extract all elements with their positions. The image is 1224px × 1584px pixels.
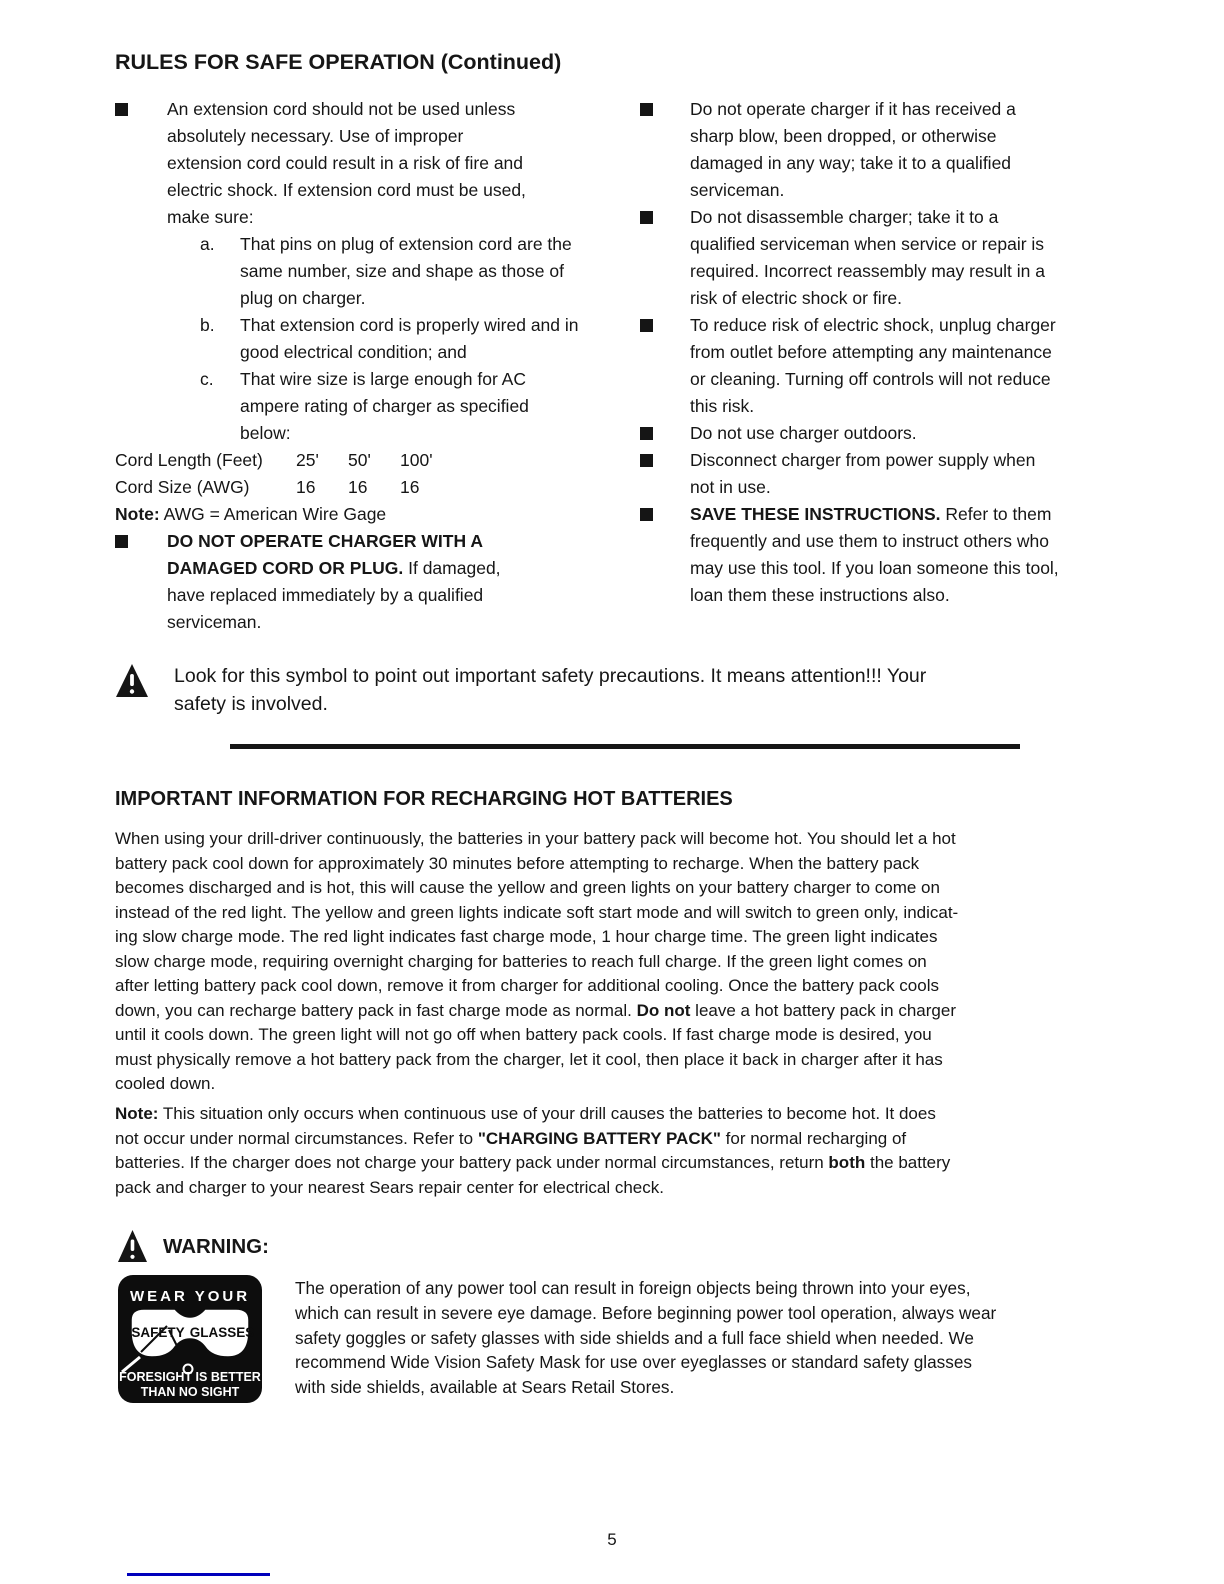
sub-item-a	[200, 231, 605, 312]
rule-bullet-extension-cord	[115, 96, 605, 231]
text-line: Disconnect charger from power supply when	[690, 450, 1036, 470]
bullet-square-icon	[640, 211, 653, 224]
text-line: safety goggles or safety glasses with side shields and a full face shield when needed. We	[295, 1327, 974, 1348]
sub-item-text	[240, 231, 572, 312]
text-line: battery pack cool down for approximately 30 minutes before attempting to recharge. When the battery pack	[115, 853, 920, 873]
text-line: extension cord could result in a risk of fire and	[167, 153, 524, 173]
text-line: required. Incorrect reassembly may result in a	[690, 261, 1045, 281]
text-line: The operation of any power tool can result in foreign objects being thrown into your eyes,	[295, 1278, 971, 1298]
text-line: from outlet before attempting any maintenance	[690, 342, 1052, 362]
text-line: Note: AWG = American Wire Gage	[115, 504, 387, 524]
text-line: make sure:	[167, 207, 254, 227]
badge-top-text: WEAR YOUR	[129, 1288, 251, 1305]
sub-item-text	[240, 366, 529, 447]
sub-item-label: c.	[200, 369, 214, 389]
rule-bullet-outdoors	[640, 420, 1140, 447]
text-line: this risk.	[690, 396, 755, 416]
text-line: must physically remove a hot battery pack from the charger, let it cool, then place it back in charger after it has	[115, 1049, 943, 1069]
page-title: RULES FOR SAFE OPERATION (Continued)	[115, 50, 562, 74]
attention-triangle-icon	[115, 662, 149, 699]
text-line: sharp blow, been dropped, or otherwise	[690, 126, 997, 146]
text-line: That extension cord is properly wired and in	[240, 315, 579, 335]
warning-triangle-icon	[117, 1229, 148, 1264]
text-line: pack and charger to your nearest Sears repair center for electrical check.	[115, 1177, 664, 1197]
cord-length-row	[115, 447, 605, 474]
badge-bottom-text-1: FORESIGHT IS BETTER	[119, 1370, 261, 1384]
bullet-square-icon	[640, 427, 653, 440]
bullet-text	[167, 96, 605, 231]
text-line: To reduce risk of electric shock, unplug charger	[690, 315, 1056, 335]
badge-lens-left-text: SAFETY	[131, 1325, 185, 1340]
text-line: slow charge mode, requiring overnight charging for batteries to reach full charge. If the green light comes on	[115, 951, 927, 971]
rule-bullet-disassemble	[640, 204, 1140, 312]
text-line: after letting battery pack cool down, remove it from charger for additional cooling. Once the battery pack cools	[115, 976, 939, 995]
text-line: with side shields, available at Sears Retail Stores.	[295, 1377, 675, 1398]
sub-item-label: b.	[200, 315, 215, 335]
hot-batteries-paragraph	[115, 827, 958, 1097]
text-line: may use this tool. If you loan someone this tool,	[690, 558, 1059, 578]
sub-item-c	[200, 366, 605, 447]
hot-batteries-note	[115, 1102, 950, 1200]
cord-row-label: Cord Size (AWG)	[115, 477, 250, 497]
bullet-square-icon	[640, 508, 653, 521]
text-line: DO NOT OPERATE CHARGER WITH A	[167, 531, 483, 551]
bullet-square-icon	[115, 103, 128, 116]
warning-paragraph	[295, 1276, 996, 1400]
bullet-square-icon	[640, 454, 653, 467]
badge-lens-right-text: GLASSES	[189, 1325, 255, 1340]
text-line: which can result in severe eye damage. Before beginning power tool operation, always wear	[295, 1302, 997, 1323]
cord-value: 25'	[296, 450, 319, 470]
text-line: not occur under normal circumstances. Refer to "CHARGING BATTERY PACK" for normal recharging of	[115, 1128, 907, 1148]
safety-glasses-badge-icon	[117, 1274, 263, 1404]
rule-bullet-disconnect	[640, 447, 1140, 501]
text-line: damaged in any way; take it to a qualified	[690, 153, 1012, 173]
footer-accent-line	[127, 1573, 270, 1576]
text-line: Do not operate charger if it has received a	[690, 99, 1016, 119]
sub-item-label: a.	[200, 234, 215, 254]
text-line: not in use.	[690, 477, 771, 497]
text-line: When using your drill-driver continuously, the batteries in your battery pack will become hot. You should let a hot	[115, 829, 956, 848]
bullet-square-icon	[115, 535, 128, 548]
text-line: electric shock. If extension cord must be used,	[167, 180, 526, 200]
sub-item-b	[200, 312, 605, 366]
warning-label: WARNING:	[163, 1234, 269, 1258]
text-line: batteries. If the charger does not charge your battery pack under normal circumstances, return both the battery	[115, 1153, 951, 1172]
text-line: have replaced immediately by a qualified	[167, 585, 484, 605]
text-line: plug on charger.	[240, 288, 366, 308]
rule-bullet-save-instructions	[640, 501, 1140, 609]
attention-callout	[115, 662, 926, 718]
text-line: same number, size and shape as those of	[240, 261, 564, 281]
page-number: 5	[607, 1530, 617, 1549]
left-column	[115, 96, 605, 636]
cord-size-row	[115, 474, 605, 501]
bullet-text	[690, 420, 1140, 447]
text-line: That wire size is large enough for AC	[240, 369, 526, 389]
bullet-text	[690, 447, 1140, 501]
text-line: down, you can recharge battery pack in fast charge mode as normal. Do not leave a hot battery pack in charger	[115, 1000, 956, 1020]
rule-bullet-damaged-cord	[115, 528, 605, 636]
section-heading: IMPORTANT INFORMATION FOR RECHARGING HOT BATTERIES	[115, 788, 733, 810]
text-line: That pins on plug of extension cord are the	[240, 234, 572, 254]
rule-bullet-sharp-blow	[640, 96, 1140, 204]
text-line: serviceman.	[167, 612, 262, 632]
attention-text	[174, 662, 926, 718]
text-line: or cleaning. Turning off controls will not reduce	[690, 369, 1051, 389]
text-line: cooled down.	[115, 1074, 216, 1093]
text-line: good electrical condition; and	[240, 342, 467, 362]
text-line: Note: This situation only occurs when continuous use of your drill causes the batteries to become hot. It does	[115, 1104, 936, 1123]
text-line: frequently and use them to instruct others who	[690, 531, 1049, 551]
section-divider	[230, 744, 1020, 749]
text-line: instead of the red light. The yellow and green lights indicate soft start mode and will switch to green only, indicat-	[115, 902, 959, 922]
text-line: loan them these instructions also.	[690, 585, 950, 605]
text-line: serviceman.	[690, 180, 785, 200]
text-line: risk of electric shock or fire.	[690, 288, 902, 308]
bullet-text	[690, 501, 1140, 609]
rule-bullet-unplug	[640, 312, 1140, 420]
text-line: recommend Wide Vision Safety Mask for use over eyeglasses or standard safety glasses	[295, 1352, 972, 1373]
cord-value: 16	[296, 477, 316, 497]
cord-value: 100'	[400, 450, 433, 470]
text-line: ampere rating of charger as specified	[240, 396, 529, 416]
sub-item-text	[240, 312, 579, 366]
text-line: DAMAGED CORD OR PLUG. If damaged,	[167, 558, 501, 578]
cord-row-label: Cord Length (Feet)	[115, 450, 263, 470]
bullet-text	[167, 528, 605, 636]
right-column	[640, 96, 1140, 609]
text-line: absolutely necessary. Use of improper	[167, 126, 464, 146]
text-line: ing slow charge mode. The red light indicates fast charge mode, 1 hour charge time. The green light indicates	[115, 927, 938, 946]
awg-note	[115, 501, 605, 528]
text-line: SAVE THESE INSTRUCTIONS. Refer to them	[690, 504, 1052, 524]
warning-heading	[117, 1229, 269, 1264]
text-line: Do not disassemble charger; take it to a	[690, 207, 999, 227]
text-line: qualified serviceman when service or repair is	[690, 234, 1045, 254]
cord-value: 16	[348, 477, 368, 497]
badge-bottom-text-2: THAN NO SIGHT	[140, 1385, 240, 1399]
bullet-square-icon	[640, 103, 653, 116]
cord-value: 50'	[348, 450, 371, 470]
bullet-text	[690, 312, 1140, 420]
text-line: becomes discharged and is hot, this will cause the yellow and green lights on your battery charger to come on	[115, 878, 940, 897]
text-line: An extension cord should not be used unless	[167, 99, 516, 119]
text-line: safety is involved.	[174, 693, 328, 715]
bullet-text	[690, 204, 1140, 312]
bullet-square-icon	[640, 319, 653, 332]
text-line: Look for this symbol to point out important safety precautions. It means attention!!! Your	[174, 665, 927, 687]
bullet-text	[690, 96, 1140, 204]
text-line: Do not use charger outdoors.	[690, 423, 917, 443]
text-line: below:	[240, 423, 291, 443]
cord-value: 16	[400, 477, 420, 497]
text-line: until it cools down. The green light will not go off when battery pack cools. If fast charge mode is desired, you	[115, 1025, 932, 1044]
